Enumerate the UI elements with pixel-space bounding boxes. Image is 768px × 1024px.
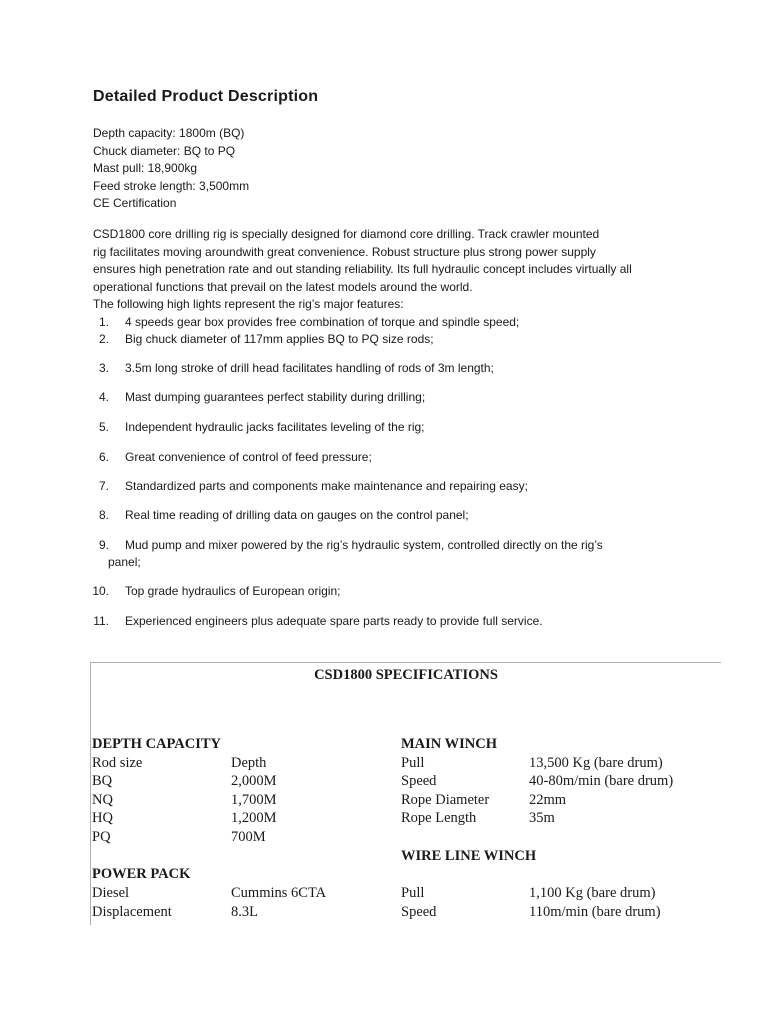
power-row-label: Displacement [92,904,172,920]
summary-chuck-diameter: Chuck diameter: BQ to PQ [93,143,236,158]
depth-row-value: 1,700M [231,792,277,808]
main-winch-row-label: Speed [401,773,437,789]
description-line: CSD1800 core drilling rig is specially designed for diamond core drilling. Track crawler mounted [93,227,600,241]
main-winch-row-value: 13,500 Kg (bare drum) [529,755,663,771]
feature-text: Real time reading of drilling data on gauges on the control panel; [125,508,469,522]
specifications-table [90,662,721,925]
summary-certification: CE Certification [93,196,177,210]
depth-row-label: NQ [92,792,113,808]
description-line: rig facilitates moving aroundwith great convenience. Robust structure plus strong power supply [93,244,596,259]
description-line: operational functions that prevail on the latest models around the world. [93,279,473,294]
feature-text: Standardized parts and components make maintenance and repairing easy; [125,479,528,493]
depth-row-label: HQ [92,810,113,826]
wire-winch-row-value: 1,100 Kg (bare drum) [529,885,656,901]
wire-winch-row-value: 110m/min (bare drum) [529,904,661,920]
feature-text: Mud pump and mixer powered by the rig’s hydraulic system, controlled directly on the rig’s [125,538,603,552]
main-winch-row-label: Rope Diameter [401,792,490,808]
feature-number: 7. [98,479,109,493]
description-line: The following high lights represent the rig’s major features: [93,297,404,311]
feature-text: Independent hydraulic jacks facilitates leveling of the rig; [125,420,425,434]
depth-capacity-heading: DEPTH CAPACITY [92,736,222,752]
feature-number: 9. [98,538,109,552]
summary-list [93,125,249,213]
feature-text: Top grade hydraulics of European origin; [125,584,341,598]
main-winch-row-label: Rope Length [401,810,477,826]
feature-number: 10. [92,584,109,598]
feature-number: 8. [98,508,109,522]
description-line: ensures high penetration rate and out standing reliability. Its full hydraulic concept includes virtually all [93,262,632,276]
depth-header-depth: Depth [231,755,267,771]
depth-row-value: 1,200M [231,810,277,826]
wire-winch-row-label: Pull [401,885,425,901]
feature-text: Experienced engineers plus adequate spare parts ready to provide full service. [125,614,543,628]
depth-row-value: 700M [231,829,266,845]
specifications-title: CSD1800 SPECIFICATIONS [314,667,498,683]
depth-row-value: 2,000M [231,773,277,789]
main-winch-row-value: 22mm [529,792,567,808]
depth-header-rod-size: Rod size [92,755,143,771]
power-row-value: 8.3L [231,904,258,920]
feature-text: 3.5m long stroke of drill head facilitates handling of rods of 3m length; [125,361,494,375]
page-title: Detailed Product Description [93,88,319,105]
main-winch-heading: MAIN WINCH [401,736,497,752]
depth-row-label: PQ [92,829,111,845]
summary-feed-stroke: Feed stroke length: 3,500mm [93,178,250,193]
feature-number: 6. [98,450,109,464]
main-winch-row-label: Pull [401,755,425,771]
wire-winch-row-label: Speed [401,904,437,920]
feature-number: 5. [98,420,109,434]
summary-depth-capacity: Depth capacity: 1800m (BQ) [93,126,245,140]
main-winch-row-value: 40-80m/min (bare drum) [529,773,674,789]
feature-number: 1. [98,315,109,329]
feature-number: 3. [98,361,109,375]
feature-text: 4 speeds gear box provides free combination of torque and spindle speed; [125,315,520,329]
summary-mast-pull: Mast pull: 18,900kg [93,161,198,175]
feature-number: 11. [93,614,109,628]
power-row-label: Diesel [92,885,130,901]
feature-number: 4. [98,390,109,404]
wire-line-winch-heading: WIRE LINE WINCH [401,848,537,864]
depth-row-label: BQ [92,773,113,789]
power-pack-heading: POWER PACK [92,866,191,882]
feature-text: Great convenience of control of feed pressure; [125,450,372,464]
feature-text: Big chuck diameter of 117mm applies BQ to PQ size rods; [125,332,434,346]
main-winch-row-value: 35m [529,810,555,826]
description [93,226,693,314]
feature-text: Mast dumping guarantees perfect stability during drilling; [125,390,426,404]
power-row-value: Cummins 6CTA [231,885,327,901]
feature-number: 2. [98,332,109,346]
feature-text-continued: panel; [108,555,141,569]
